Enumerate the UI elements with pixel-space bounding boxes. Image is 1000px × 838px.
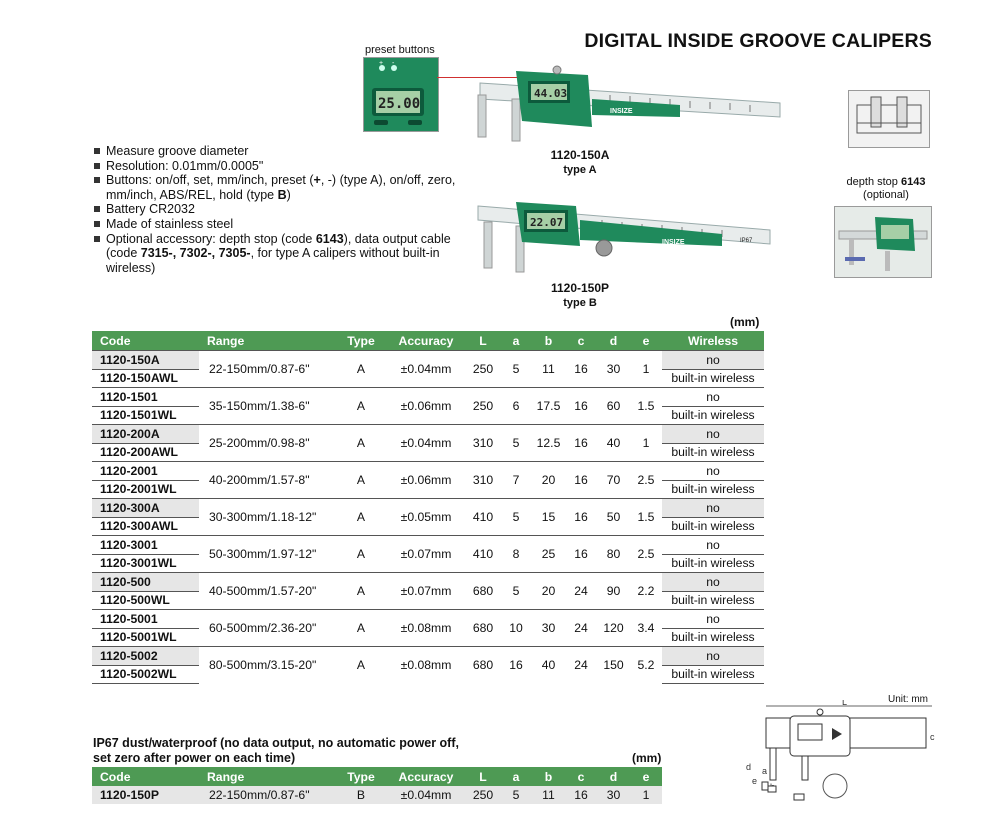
cell-e: 1 (630, 425, 662, 462)
cell-code: 1120-3001 (92, 536, 199, 555)
cell-L: 310 (466, 462, 500, 499)
cell-accuracy: ±0.05mm (386, 499, 466, 536)
cell-range: 30-300mm/1.18-12" (199, 499, 336, 536)
cell-a: 6 (500, 388, 532, 425)
cell-b: 11 (542, 787, 555, 802)
table-row (92, 647, 764, 666)
cell-d: 30 (597, 351, 630, 388)
cell-wireless: no (662, 610, 764, 629)
cell-c: 16 (565, 425, 597, 462)
col-header: c (565, 767, 597, 786)
cell-accuracy: ±0.07mm (386, 536, 466, 573)
cell-range: 60-500mm/2.36-20" (199, 610, 336, 647)
col-header: Code (92, 767, 199, 786)
cell-a: 5 (500, 351, 532, 388)
feature-item: Buttons: on/off, set, mm/inch, preset (+, -) (type A), on/off, zero, mm/inch, ABS/REL, hold (type B) (93, 173, 463, 202)
cell-c: 16 (574, 787, 588, 802)
cell-a: 5 (512, 787, 520, 802)
table-row (92, 610, 764, 629)
cell-d: 50 (597, 499, 630, 536)
feature-item: Battery CR2032 (93, 202, 463, 217)
ip67-specs-table (92, 767, 662, 804)
cell-type: A (336, 610, 386, 647)
cell-accuracy: ±0.08mm (386, 610, 466, 647)
table2-unit-label: (mm) (632, 751, 662, 765)
table-row (92, 536, 764, 555)
cell-range: 22-150mm/0.87-6" (199, 351, 336, 388)
feature-item: Made of stainless steel (93, 217, 463, 232)
caption-type-a-type: type A (563, 164, 597, 176)
col-header: L (466, 331, 500, 351)
cell-b: 40 (532, 647, 565, 684)
dim-label-d: d (746, 762, 752, 772)
table-header-row (92, 331, 764, 351)
cell-wireless: built-in wireless (671, 408, 755, 423)
col-header: Accuracy (386, 767, 466, 786)
cell-c: 24 (565, 573, 597, 610)
cell-code: 1120-1501 (92, 388, 199, 407)
cell-code: 1120-300AWL (92, 517, 199, 536)
depth-stop-label: depth stop (846, 176, 898, 188)
col-header: L (466, 767, 500, 786)
cell-accuracy: ±0.04mm (400, 787, 452, 802)
caption-type-b (520, 281, 640, 311)
col-header: Wireless (662, 331, 764, 351)
cell-L: 680 (466, 647, 500, 684)
cell-d: 40 (597, 425, 630, 462)
type-b-brand-logo: INSIZE (662, 239, 685, 246)
cell-wireless: built-in wireless (662, 665, 764, 684)
cell-L: 250 (466, 351, 500, 388)
cell-b: 11 (532, 351, 565, 388)
caption-type-b-type: type B (563, 297, 597, 309)
cell-a: 10 (500, 610, 532, 647)
col-header: Accuracy (386, 331, 466, 351)
cell-b: 12.5 (532, 425, 565, 462)
cell-e: 1 (642, 787, 650, 802)
caption-type-b-code: 1120-150P (550, 281, 610, 295)
table-row (92, 786, 662, 804)
col-header: d (597, 767, 630, 786)
col-header: e (630, 331, 662, 351)
cell-code: 1120-5001 (92, 610, 199, 629)
cell-c: 24 (565, 647, 597, 684)
table-row (92, 425, 764, 444)
cell-type: A (336, 462, 386, 499)
cell-code: 1120-150A (92, 351, 199, 370)
table-row (92, 499, 764, 518)
dim-label-c: c (930, 732, 935, 742)
cell-b: 17.5 (532, 388, 565, 425)
cell-wireless: built-in wireless (671, 630, 755, 645)
cell-a: 8 (500, 536, 532, 573)
cell-d: 150 (597, 647, 630, 684)
svg-text:+: + (379, 60, 384, 67)
cell-a: 7 (500, 462, 532, 499)
cell-code: 1120-150P (100, 787, 159, 802)
cell-accuracy: ±0.08mm (386, 647, 466, 684)
cell-wireless: built-in wireless (671, 371, 755, 386)
cell-b: 20 (532, 573, 565, 610)
table-row (92, 462, 764, 481)
cell-type: B (356, 787, 366, 802)
cell-type: A (336, 499, 386, 536)
col-header: a (500, 767, 532, 786)
caliper-type-b-image (472, 196, 772, 276)
cell-code: 1120-5002WL (92, 665, 199, 684)
caption-type-a-code: 1120-150A (550, 148, 610, 162)
cell-e: 1 (630, 351, 662, 388)
col-header: Range (199, 331, 336, 351)
cell-code: 1120-200AWL (92, 443, 199, 462)
depth-stop-image (834, 206, 932, 278)
col-header: c (565, 331, 597, 351)
feature-item: Resolution: 0.01mm/0.0005" (93, 159, 463, 174)
col-header: d (597, 331, 630, 351)
cell-wireless: no (662, 351, 764, 370)
ip67-heading: IP67 dust/waterproof (no data output, no automatic power off, set zero after power on each time) (93, 736, 459, 765)
cell-d: 30 (606, 787, 621, 802)
cell-wireless: built-in wireless (671, 593, 755, 608)
cell-e: 2.2 (630, 573, 662, 610)
dim-label-e: e (752, 776, 758, 786)
cell-L: 410 (466, 499, 500, 536)
cell-code: 1120-1501WL (92, 406, 199, 425)
caption-type-a (520, 148, 640, 178)
cell-range: 22-150mm/0.87-6" (209, 787, 310, 802)
cell-d: 60 (597, 388, 630, 425)
cell-code: 1120-150AWL (92, 369, 199, 388)
cell-e: 1.5 (630, 499, 662, 536)
cell-b: 30 (532, 610, 565, 647)
cell-b: 20 (532, 462, 565, 499)
cell-range: 35-150mm/1.38-6" (199, 388, 336, 425)
cell-wireless: no (662, 536, 764, 555)
preset-buttons-inset-image (363, 57, 439, 132)
groove-drawing-thumbnail (848, 90, 930, 148)
cell-L: 250 (472, 787, 494, 802)
cell-type: A (336, 536, 386, 573)
cell-code: 1120-500 (92, 573, 199, 592)
col-header: Code (92, 331, 199, 351)
cell-range: 80-500mm/3.15-20" (199, 647, 336, 684)
page-title: DIGITAL INSIDE GROOVE CALIPERS (584, 30, 932, 52)
cell-range: 40-500mm/1.57-20" (199, 573, 336, 610)
cell-type: A (336, 425, 386, 462)
cell-range: 40-200mm/1.57-8" (199, 462, 336, 499)
col-header: Type (336, 767, 386, 786)
cell-range: 50-300mm/1.97-12" (199, 536, 336, 573)
preset-buttons-label: preset buttons (365, 44, 435, 56)
type-a-brand-logo: INSIZE (610, 108, 633, 115)
col-header: e (630, 767, 662, 786)
cell-accuracy: ±0.06mm (386, 388, 466, 425)
cell-code: 1120-500WL (92, 591, 199, 610)
svg-text:-: - (392, 60, 395, 67)
cell-d: 120 (597, 610, 630, 647)
cell-e: 2.5 (630, 462, 662, 499)
table-header-row (92, 767, 662, 786)
cell-a: 5 (500, 499, 532, 536)
cell-c: 16 (565, 499, 597, 536)
cell-c: 16 (565, 388, 597, 425)
depth-stop-code: 6143 (900, 176, 926, 188)
cell-type: A (336, 351, 386, 388)
caliper-type-a-image (470, 65, 782, 145)
depth-stop-optional: optional (866, 189, 906, 201)
cell-a: 16 (500, 647, 532, 684)
cell-code: 1120-300A (92, 499, 199, 518)
cell-code: 1120-2001WL (92, 480, 199, 499)
cell-accuracy: ±0.04mm (386, 425, 466, 462)
feature-list (93, 144, 463, 275)
cell-accuracy: ±0.04mm (386, 351, 466, 388)
cell-b: 25 (532, 536, 565, 573)
cell-a: 5 (500, 573, 532, 610)
table1-unit-label: (mm) (730, 315, 760, 329)
cell-L: 680 (466, 573, 500, 610)
diagram-unit-label: Unit: mm (888, 694, 928, 705)
cell-L: 310 (466, 425, 500, 462)
type-b-lcd-reading: 22.07 (530, 216, 564, 229)
cell-e: 5.2 (630, 647, 662, 684)
cell-wireless: built-in wireless (671, 482, 755, 497)
cell-wireless: no (662, 647, 764, 666)
col-header: a (500, 331, 532, 351)
col-header: b (532, 767, 565, 786)
cell-accuracy: ±0.06mm (386, 462, 466, 499)
table-row (92, 388, 764, 407)
cell-b: 15 (532, 499, 565, 536)
dim-label-a: a (762, 766, 768, 776)
inset-lcd-reading: 25.00 (378, 96, 421, 112)
depth-stop-caption: depth stop 6143 (optional) (846, 176, 926, 201)
table-row (92, 351, 764, 370)
cell-wireless: built-in wireless (671, 445, 755, 460)
col-header: Range (199, 767, 336, 786)
cell-code: 1120-5002 (92, 647, 199, 666)
cell-d: 80 (597, 536, 630, 573)
cell-L: 250 (466, 388, 500, 425)
cell-type: A (336, 647, 386, 684)
dim-label-L: L (842, 700, 848, 707)
cell-code: 1120-3001WL (92, 554, 199, 573)
cell-c: 16 (565, 351, 597, 388)
cell-c: 16 (565, 462, 597, 499)
table-row (92, 573, 764, 592)
dimension-diagram (740, 700, 940, 810)
cell-L: 410 (466, 536, 500, 573)
cell-wireless: no (662, 499, 764, 518)
cell-wireless: no (662, 573, 764, 592)
col-header: b (532, 331, 565, 351)
specs-table (92, 331, 764, 684)
cell-wireless: built-in wireless (671, 519, 755, 534)
cell-wireless: no (662, 388, 764, 407)
cell-e: 1.5 (630, 388, 662, 425)
type-b-rating-mark: IP67 (740, 238, 753, 244)
cell-L: 680 (466, 610, 500, 647)
cell-type: A (336, 388, 386, 425)
cell-a: 5 (500, 425, 532, 462)
cell-e: 2.5 (630, 536, 662, 573)
cell-e: 3.4 (630, 610, 662, 647)
cell-code: 1120-200A (92, 425, 199, 444)
cell-accuracy: ±0.07mm (386, 573, 466, 610)
cell-wireless: no (662, 462, 764, 481)
feature-item: Measure groove diameter (93, 144, 463, 159)
cell-wireless: no (662, 425, 764, 444)
cell-code: 1120-2001 (92, 462, 199, 481)
cell-d: 70 (597, 462, 630, 499)
cell-wireless: built-in wireless (671, 556, 755, 571)
cell-c: 24 (565, 610, 597, 647)
type-a-lcd-reading: 44.03 (534, 87, 568, 100)
cell-c: 16 (565, 536, 597, 573)
cell-type: A (336, 573, 386, 610)
col-header: Type (336, 331, 386, 351)
cell-code: 1120-5001WL (92, 628, 199, 647)
feature-item: Optional accessory: depth stop (code 6143), data output cable (code 7315-, 7302-, 7305-, for type A calipers without built-in wireless) (93, 232, 463, 276)
cell-range: 25-200mm/0.98-8" (199, 425, 336, 462)
cell-d: 90 (597, 573, 630, 610)
